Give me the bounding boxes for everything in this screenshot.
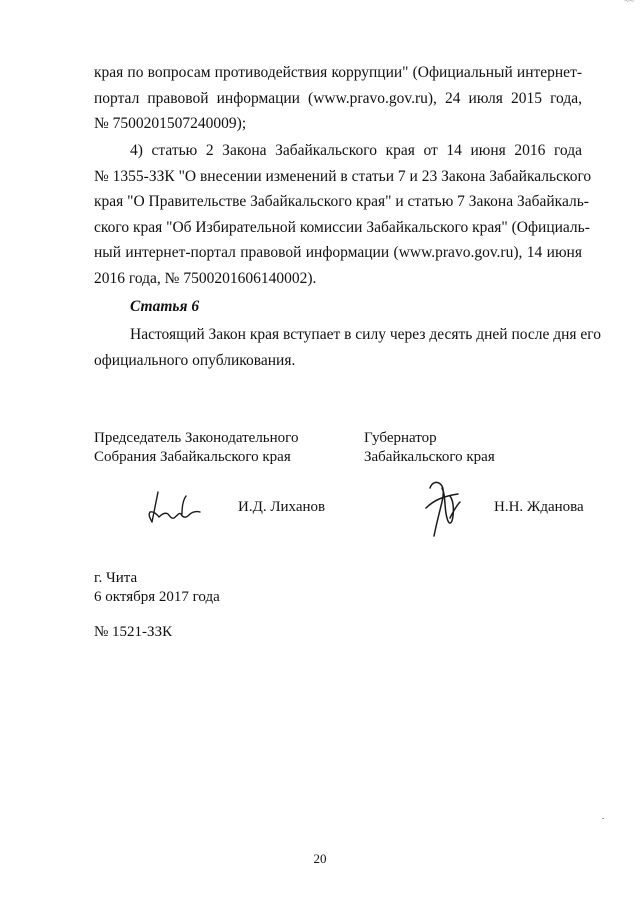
text-line: ского края "Об Избирательной комиссии Забайкальского края" (Официаль-: [94, 218, 590, 236]
chair-title-line-1: Председатель Законодательного: [94, 430, 299, 446]
article-heading: Статья 6: [130, 298, 200, 315]
text-line: официального опубликования.: [94, 351, 296, 369]
governor-title-line-1: Губернатор: [364, 430, 437, 446]
text-line: Настоящий Закон края вступает в силу через десять дней после дня его: [130, 326, 602, 343]
chair-handwritten-signature: [144, 488, 204, 528]
chair-title-line-2: Собрания Забайкальского края: [94, 449, 291, 465]
governor-title-line-2: Забайкальского края: [364, 449, 495, 465]
text-line: 4) статью 2 Закона Забайкальского края от 14 июня 2016 года: [130, 142, 582, 159]
text-line: края "О Правительстве Забайкальского края" и статью 7 Закона Забайкаль-: [94, 193, 589, 210]
text-line: ный интернет-портал правовой информации (www.pravo.gov.ru), 14 июня: [94, 244, 582, 261]
paragraph-continuation: [94, 60, 582, 137]
corner-mark: ~~: [624, 0, 634, 6]
law-number: № 1521-ЗЗК: [94, 624, 173, 640]
text-line: края по вопросам противодействия коррупции" (Официальный интернет-: [94, 64, 582, 81]
place-date: [94, 569, 220, 607]
text-line: портал правовой информации (www.pravo.gov.ru), 24 июля 2015 года,: [94, 89, 582, 107]
text-line: 2016 года, № 7500201606140002).: [94, 269, 317, 287]
governor-title: [364, 429, 495, 467]
scan-speck: [602, 818, 604, 819]
chair-title: [94, 429, 298, 467]
date: 6 октября 2017 года: [94, 589, 220, 605]
chair-name: И.Д. Лиханов: [238, 499, 326, 515]
paragraph-item-4: [94, 138, 592, 291]
text-line: № 7500201507240009);: [94, 115, 247, 132]
text-line: № 1355-ЗЗК "О внесении изменений в статьи 7 и 23 Закона Забайкальского: [94, 167, 592, 185]
governor-name: Н.Н. Жданова: [494, 499, 584, 515]
paragraph-article-6: [94, 322, 602, 373]
place: г. Чита: [94, 570, 138, 586]
page-number: 20: [313, 851, 327, 866]
governor-handwritten-signature: [420, 478, 466, 542]
